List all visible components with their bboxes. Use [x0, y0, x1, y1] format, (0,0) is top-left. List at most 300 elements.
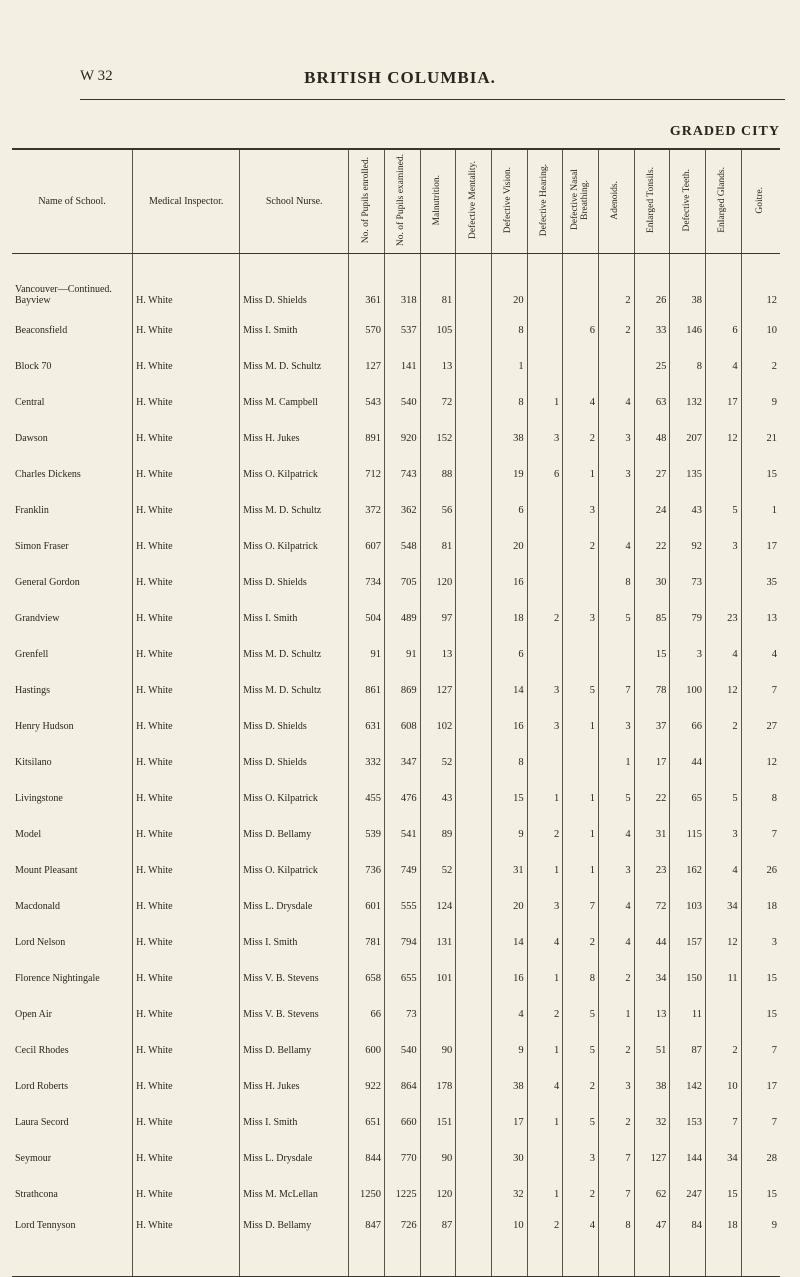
- table-cell: Charles Dickens: [15, 468, 81, 480]
- table-cell: 25: [634, 348, 670, 384]
- table-row: [12, 708, 780, 744]
- table-cell: H. White: [133, 348, 240, 384]
- table-cell: Miss H. Jukes: [240, 1068, 349, 1104]
- table-cell: [456, 1176, 492, 1212]
- table-cell: Simon Fraser: [15, 540, 69, 552]
- table-cell: 5: [563, 1032, 599, 1068]
- table-cell: [456, 888, 492, 924]
- table-cell: 35: [741, 564, 780, 600]
- table-cell: 7: [598, 672, 634, 708]
- table-cell: 34: [634, 960, 670, 996]
- table-cell: [456, 528, 492, 564]
- column-header-label: Defective Mentality.: [467, 161, 478, 239]
- table-cell: [527, 1140, 563, 1176]
- table-cell: Miss M. D. Schultz: [240, 636, 349, 672]
- table-cell: [598, 636, 634, 672]
- table-row: [12, 888, 780, 924]
- table-cell: 9: [741, 384, 780, 420]
- table-cell: 31: [491, 852, 527, 888]
- table-cell: 1: [563, 852, 599, 888]
- table-cell: 455: [349, 780, 385, 816]
- table-cell: 115: [670, 816, 706, 852]
- table-cell: 120: [420, 1176, 456, 1212]
- table-row: [12, 1176, 780, 1212]
- table-cell: 5: [563, 996, 599, 1032]
- table-cell: 4: [705, 852, 741, 888]
- table-cell: 347: [384, 744, 420, 780]
- table-cell: 6: [705, 312, 741, 348]
- table-cell: [456, 564, 492, 600]
- table-cell: 43: [420, 780, 456, 816]
- table-cell: H. White: [133, 1140, 240, 1176]
- table-cell: Miss D. Bellamy: [240, 816, 349, 852]
- table-cell: 3: [598, 456, 634, 492]
- table-row: [12, 1140, 780, 1176]
- table-cell: 2: [563, 528, 599, 564]
- table-cell: 7: [741, 816, 780, 852]
- table-cell: 2: [527, 600, 563, 636]
- table-cell: [456, 420, 492, 456]
- table-cell: 153: [670, 1104, 706, 1140]
- table-cell: 20: [491, 254, 527, 313]
- table-cell: 631: [349, 708, 385, 744]
- table-cell: 362: [384, 492, 420, 528]
- table-cell: 555: [384, 888, 420, 924]
- table-cell: [456, 636, 492, 672]
- table-cell: Laura Secord: [15, 1116, 69, 1128]
- table-cell: [456, 744, 492, 780]
- table-cell: [456, 852, 492, 888]
- table-cell: [456, 924, 492, 960]
- table-cell: 24: [634, 492, 670, 528]
- table-cell: H. White: [133, 924, 240, 960]
- table-cell: H. White: [133, 636, 240, 672]
- table-cell: 87: [670, 1032, 706, 1068]
- table-cell: 844: [349, 1140, 385, 1176]
- table-cell: 864: [384, 1068, 420, 1104]
- table-cell: [456, 600, 492, 636]
- table-cell: 4: [563, 1212, 599, 1277]
- table-cell: H. White: [133, 816, 240, 852]
- table-cell: Miss V. B. Stevens: [240, 996, 349, 1032]
- table-cell: 2: [598, 1104, 634, 1140]
- table-cell: 318: [384, 254, 420, 313]
- column-header: School Nurse.: [240, 149, 349, 254]
- table-cell: 794: [384, 924, 420, 960]
- table-cell: 127: [349, 348, 385, 384]
- table-row: [12, 384, 780, 420]
- table-row: [12, 1068, 780, 1104]
- table-row: [12, 254, 780, 313]
- table-cell: 34: [705, 1140, 741, 1176]
- table-cell: Miss H. Jukes: [240, 420, 349, 456]
- table-cell: 5: [598, 780, 634, 816]
- table-cell: 38: [491, 420, 527, 456]
- table-cell: Miss M. D. Schultz: [240, 492, 349, 528]
- table-cell: 361: [349, 254, 385, 313]
- table-cell: 2: [598, 960, 634, 996]
- table-cell: H. White: [133, 1032, 240, 1068]
- table-cell: Miss D. Shields: [240, 708, 349, 744]
- table-cell: 21: [741, 420, 780, 456]
- table-cell: 9: [741, 1212, 780, 1277]
- table-cell: H. White: [133, 996, 240, 1032]
- table-cell: 73: [384, 996, 420, 1032]
- table-cell: 2: [705, 708, 741, 744]
- table-cell: 207: [670, 420, 706, 456]
- table-cell: 8: [598, 564, 634, 600]
- table-cell: 38: [491, 1068, 527, 1104]
- table-cell: 4: [598, 924, 634, 960]
- table-cell: 3: [598, 1068, 634, 1104]
- table-cell: 101: [420, 960, 456, 996]
- column-header: [420, 149, 456, 254]
- table-cell: 12: [705, 924, 741, 960]
- table-cell: 332: [349, 744, 385, 780]
- table-cell: 743: [384, 456, 420, 492]
- table-cell: 6: [527, 456, 563, 492]
- table-cell: 2: [741, 348, 780, 384]
- table-cell: H. White: [133, 600, 240, 636]
- table-cell: 3: [670, 636, 706, 672]
- table-cell: [456, 1140, 492, 1176]
- column-header-label: No. of Pupils enrolled.: [360, 156, 371, 244]
- table-cell: H. White: [133, 254, 240, 313]
- table-cell: 869: [384, 672, 420, 708]
- table-cell: 726: [384, 1212, 420, 1277]
- table-cell: [456, 456, 492, 492]
- table-body: [12, 254, 780, 1277]
- table-cell: Miss I. Smith: [240, 600, 349, 636]
- table-cell: Miss O. Kilpatrick: [240, 456, 349, 492]
- table-cell: 30: [491, 1140, 527, 1176]
- table-cell: 31: [634, 816, 670, 852]
- table-cell: [527, 312, 563, 348]
- table-cell: 150: [670, 960, 706, 996]
- table-cell: 32: [491, 1176, 527, 1212]
- table-cell: 3: [563, 1140, 599, 1176]
- table-cell: 476: [384, 780, 420, 816]
- table-cell: 2: [598, 254, 634, 313]
- table-cell: H. White: [133, 672, 240, 708]
- table-cell: Henry Hudson: [15, 720, 74, 732]
- table-cell: 17: [634, 744, 670, 780]
- table-row: [12, 312, 780, 348]
- table-cell: 543: [349, 384, 385, 420]
- table-row: [12, 348, 780, 384]
- table-cell: 734: [349, 564, 385, 600]
- table-cell: [705, 744, 741, 780]
- table-cell: 100: [670, 672, 706, 708]
- table-cell: 131: [420, 924, 456, 960]
- table-cell: [563, 348, 599, 384]
- table-cell: 1250: [349, 1176, 385, 1212]
- table-cell: 37: [634, 708, 670, 744]
- table-cell: 44: [670, 744, 706, 780]
- table-cell: Central: [15, 396, 45, 408]
- table-cell: 4: [705, 636, 741, 672]
- table-cell: [563, 254, 599, 313]
- table-cell: 23: [634, 852, 670, 888]
- table-row: [12, 1212, 780, 1277]
- table-cell: 8: [741, 780, 780, 816]
- column-header: [598, 149, 634, 254]
- column-header-label: Adenoids.: [610, 180, 621, 220]
- table-cell: 3: [527, 888, 563, 924]
- table-cell: 33: [634, 312, 670, 348]
- table-cell: 8: [598, 1212, 634, 1277]
- table-cell: 1: [563, 456, 599, 492]
- table-cell: 34: [705, 888, 741, 924]
- table-cell: 38: [634, 1068, 670, 1104]
- table-cell: 13: [634, 996, 670, 1032]
- column-header-label: No. of Pupils examined.: [396, 153, 407, 247]
- table-cell: 141: [384, 348, 420, 384]
- table-cell: Miss V. B. Stevens: [240, 960, 349, 996]
- table-row: [12, 924, 780, 960]
- table-cell: 658: [349, 960, 385, 996]
- column-header: [634, 149, 670, 254]
- table-cell: 15: [741, 996, 780, 1032]
- table-cell: 2: [563, 1176, 599, 1212]
- table-cell: 3: [563, 492, 599, 528]
- table-cell: H. White: [133, 492, 240, 528]
- table-cell: [563, 636, 599, 672]
- table-cell: 3: [527, 708, 563, 744]
- table-cell: 81: [420, 528, 456, 564]
- table-cell: 6: [563, 312, 599, 348]
- table-cell: Grandview: [15, 612, 60, 624]
- table-row: [12, 492, 780, 528]
- column-header-label: Enlarged Glands.: [717, 167, 728, 233]
- table-cell: 9: [491, 816, 527, 852]
- table-cell: [527, 636, 563, 672]
- table-cell: Florence Nightingale: [15, 972, 100, 984]
- table-cell: 7: [741, 1032, 780, 1068]
- table-cell: 1: [527, 1032, 563, 1068]
- table-cell: 1: [598, 744, 634, 780]
- table-cell: Kitsilano: [15, 756, 52, 768]
- table-cell: 3: [598, 708, 634, 744]
- table-cell: 2: [705, 1032, 741, 1068]
- table-cell: [456, 996, 492, 1032]
- table-cell: Livingstone: [15, 792, 63, 804]
- column-header-label: Goitre.: [754, 186, 765, 214]
- table-cell: 43: [670, 492, 706, 528]
- table-cell: 1: [527, 960, 563, 996]
- table-cell: 162: [670, 852, 706, 888]
- table-cell: H. White: [133, 312, 240, 348]
- table-cell: 4: [527, 924, 563, 960]
- table-cell: 52: [420, 852, 456, 888]
- table-cell: 847: [349, 1212, 385, 1277]
- table-cell: 651: [349, 1104, 385, 1140]
- table-cell: 78: [634, 672, 670, 708]
- table-header-row: [12, 149, 780, 254]
- column-header-label: Defective Nasal Breathing.: [569, 169, 590, 231]
- table-cell: 13: [420, 348, 456, 384]
- table-cell: 12: [741, 254, 780, 313]
- table-cell: 372: [349, 492, 385, 528]
- column-header-label: Enlarged Tonsils.: [645, 166, 656, 233]
- table-cell: 65: [670, 780, 706, 816]
- table-cell: 601: [349, 888, 385, 924]
- table-cell: [456, 1032, 492, 1068]
- table-cell: 79: [670, 600, 706, 636]
- table-cell: Miss O. Kilpatrick: [240, 852, 349, 888]
- table-cell: [456, 1104, 492, 1140]
- table-cell: 132: [670, 384, 706, 420]
- table-cell: 11: [705, 960, 741, 996]
- table-cell: 10: [491, 1212, 527, 1277]
- table-cell: Miss I. Smith: [240, 1104, 349, 1140]
- table-cell: 17: [705, 384, 741, 420]
- table-cell: 12: [741, 744, 780, 780]
- table-cell: 247: [670, 1176, 706, 1212]
- table-cell: [420, 996, 456, 1032]
- table-cell: 12: [705, 672, 741, 708]
- table-cell: H. White: [133, 1068, 240, 1104]
- table-cell: 120: [420, 564, 456, 600]
- table-cell: 157: [670, 924, 706, 960]
- table-cell: [527, 528, 563, 564]
- header-rule: [80, 99, 785, 100]
- table-cell: Lord Nelson: [15, 936, 66, 948]
- table-cell: Miss M. D. Schultz: [240, 348, 349, 384]
- table-cell: 18: [705, 1212, 741, 1277]
- table-cell: 3: [527, 672, 563, 708]
- table-cell: H. White: [133, 564, 240, 600]
- table-cell: H. White: [133, 1176, 240, 1212]
- table-cell: [456, 492, 492, 528]
- table-cell: 712: [349, 456, 385, 492]
- table-cell: 8: [563, 960, 599, 996]
- table-cell: 8: [670, 348, 706, 384]
- table-cell: Miss M. D. Schultz: [240, 672, 349, 708]
- table-cell: H. White: [133, 780, 240, 816]
- table-cell: 66: [349, 996, 385, 1032]
- table-cell: 5: [705, 492, 741, 528]
- table-row: [12, 1032, 780, 1068]
- table-cell: 1: [563, 708, 599, 744]
- table-cell: 48: [634, 420, 670, 456]
- table-cell: [456, 348, 492, 384]
- table-cell: [598, 492, 634, 528]
- table-cell: 87: [420, 1212, 456, 1277]
- table-cell: [527, 744, 563, 780]
- table-cell: 504: [349, 600, 385, 636]
- table-cell: 51: [634, 1032, 670, 1068]
- table-cell: 7: [741, 672, 780, 708]
- table-cell: 3: [598, 852, 634, 888]
- table-cell: 1: [527, 780, 563, 816]
- table-cell: 2: [563, 1068, 599, 1104]
- table-cell: 178: [420, 1068, 456, 1104]
- table-cell: 2: [563, 924, 599, 960]
- table-cell: 38: [670, 254, 706, 313]
- column-header: [384, 149, 420, 254]
- table-cell: 15: [741, 1176, 780, 1212]
- table-cell: 6: [491, 492, 527, 528]
- table-cell: 5: [705, 780, 741, 816]
- table-cell: 770: [384, 1140, 420, 1176]
- column-header-label: Defective Vision.: [503, 166, 514, 234]
- table-cell: 14: [491, 672, 527, 708]
- table-cell: 7: [741, 1104, 780, 1140]
- table-cell: 4: [527, 1068, 563, 1104]
- table-cell: 4: [598, 816, 634, 852]
- table-cell: [456, 672, 492, 708]
- table-row: [12, 672, 780, 708]
- table-cell: 135: [670, 456, 706, 492]
- table-cell: 1: [491, 348, 527, 384]
- table-cell: 3: [527, 420, 563, 456]
- table-cell: [598, 348, 634, 384]
- table-cell: H. White: [133, 1212, 240, 1277]
- column-header: [349, 149, 385, 254]
- table-cell: [527, 348, 563, 384]
- table-cell: 105: [420, 312, 456, 348]
- table-cell: 44: [634, 924, 670, 960]
- table-cell: 16: [491, 708, 527, 744]
- table-cell: Miss D. Bellamy: [240, 1032, 349, 1068]
- column-header: [527, 149, 563, 254]
- table-cell: 539: [349, 816, 385, 852]
- table-cell: 102: [420, 708, 456, 744]
- table-cell: 1: [741, 492, 780, 528]
- table-cell: 66: [670, 708, 706, 744]
- table-cell: 15: [634, 636, 670, 672]
- table-cell: 142: [670, 1068, 706, 1104]
- table-cell: 15: [741, 960, 780, 996]
- table-cell: 1: [527, 852, 563, 888]
- table-cell: Block 70: [15, 360, 52, 372]
- table-cell: 72: [634, 888, 670, 924]
- table-cell: 781: [349, 924, 385, 960]
- table-cell: 2: [527, 996, 563, 1032]
- table-cell: 655: [384, 960, 420, 996]
- table-cell: 16: [491, 564, 527, 600]
- table-cell: [456, 960, 492, 996]
- table-cell: 608: [384, 708, 420, 744]
- table-cell: 47: [634, 1212, 670, 1277]
- table-cell: 17: [741, 528, 780, 564]
- table-cell: Miss L. Drysdale: [240, 1140, 349, 1176]
- table-cell: 540: [384, 1032, 420, 1068]
- table-cell: [456, 312, 492, 348]
- table-cell: 891: [349, 420, 385, 456]
- table-cell: [563, 744, 599, 780]
- table-cell: 84: [670, 1212, 706, 1277]
- table-cell: 600: [349, 1032, 385, 1068]
- table-row: [12, 780, 780, 816]
- table-cell: [705, 254, 741, 313]
- schools-table: [12, 148, 780, 1277]
- table-cell: 7: [598, 1140, 634, 1176]
- table-cell: 2: [598, 312, 634, 348]
- table-cell: 26: [741, 852, 780, 888]
- table-cell: Miss O. Kilpatrick: [240, 528, 349, 564]
- table-cell: 22: [634, 528, 670, 564]
- table-cell: Lord Tennyson: [12, 1212, 133, 1277]
- table-cell: [12, 254, 133, 313]
- table-cell: [527, 564, 563, 600]
- table-cell: [705, 564, 741, 600]
- table-cell: 16: [491, 960, 527, 996]
- table-cell: 922: [349, 1068, 385, 1104]
- table-cell: 90: [420, 1032, 456, 1068]
- table-cell: 1: [527, 1176, 563, 1212]
